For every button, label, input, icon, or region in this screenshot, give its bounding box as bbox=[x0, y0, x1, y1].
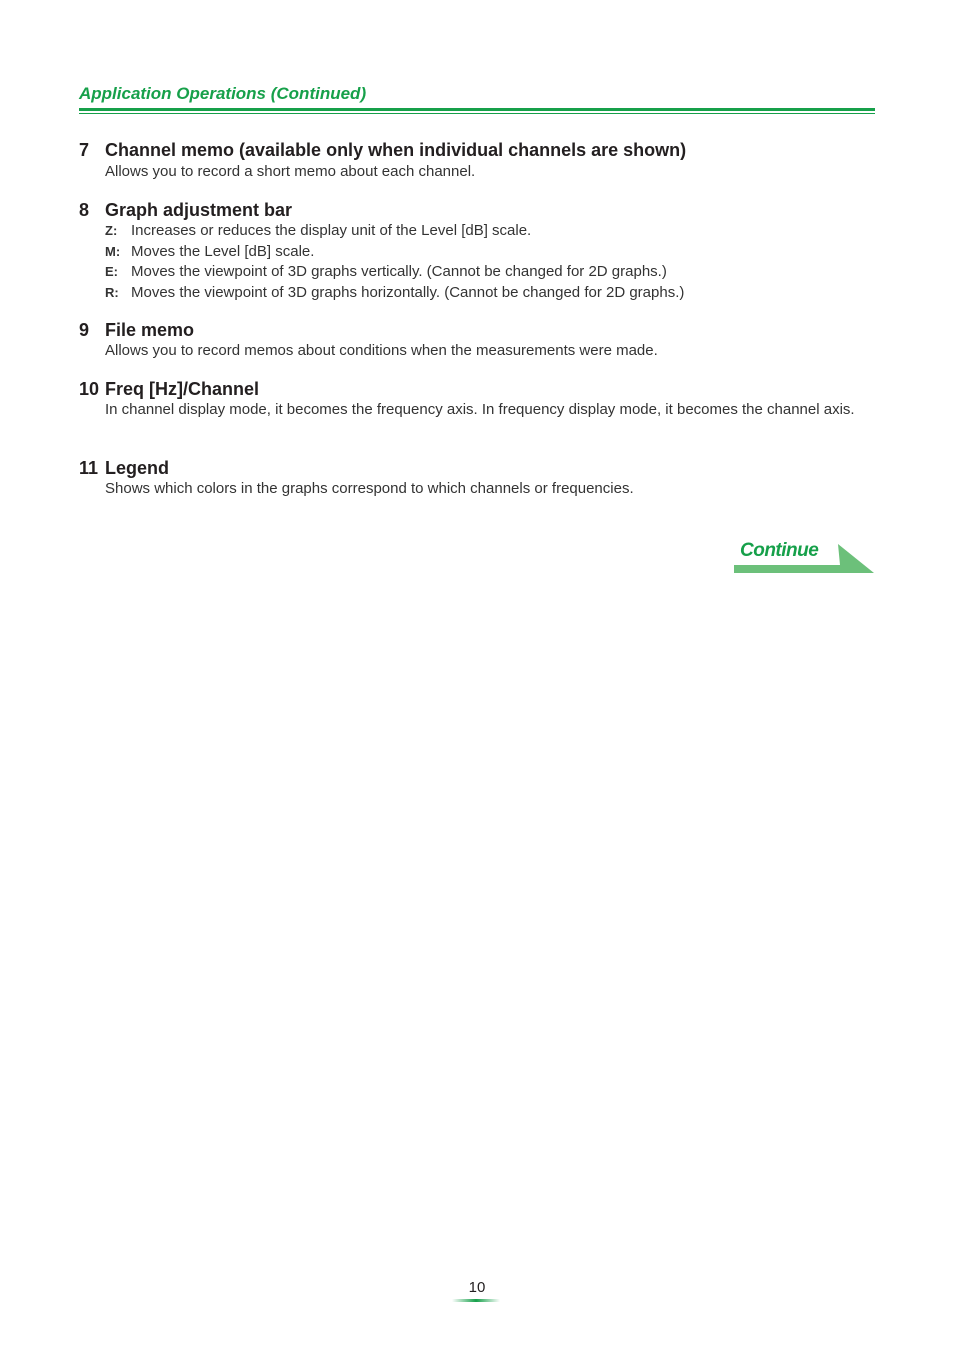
section-text: In channel display mode, it becomes the frequency axis. In frequency display mode, it becomes the channel axis. bbox=[105, 401, 855, 418]
section-heading bbox=[79, 139, 869, 161]
section-title: File memo bbox=[105, 320, 195, 340]
key-label: R: bbox=[105, 284, 119, 300]
key-label: E: bbox=[105, 264, 118, 279]
section-channel-memo bbox=[79, 139, 869, 183]
section-number: 9 bbox=[79, 320, 90, 340]
section-legend bbox=[79, 457, 869, 500]
section-title: Graph adjustment bar bbox=[105, 200, 293, 220]
section-heading bbox=[79, 199, 869, 221]
section-number: 11 bbox=[79, 458, 99, 478]
section-title: Freq [Hz]/Channel bbox=[105, 379, 260, 399]
key-description: Increases or reduces the display unit of the Level [dB] scale. bbox=[131, 222, 532, 239]
key-list bbox=[105, 221, 869, 303]
section-text: Allows you to record a short memo about each channel. bbox=[105, 163, 476, 180]
section-title: Legend bbox=[105, 458, 170, 478]
page-number: 10 bbox=[468, 1279, 486, 1296]
section-file-memo bbox=[79, 319, 869, 362]
key-description: Moves the viewpoint of 3D graphs horizontally. (Cannot be changed for 2D graphs.) bbox=[131, 283, 685, 301]
key-description: Moves the Level [dB] scale. bbox=[131, 242, 315, 260]
key-item-r bbox=[105, 283, 869, 304]
key-item-m bbox=[105, 242, 869, 263]
section-heading bbox=[79, 378, 869, 400]
section-text: Shows which colors in the graphs correspond to which channels or frequencies. bbox=[105, 480, 634, 497]
key-label: M: bbox=[105, 243, 121, 259]
section-heading bbox=[79, 319, 869, 341]
arrow-right-icon bbox=[734, 540, 876, 574]
section-freq-channel bbox=[79, 378, 869, 421]
section-graph-adjustment-bar bbox=[79, 199, 869, 303]
header-rule bbox=[79, 108, 875, 111]
section-number: 7 bbox=[79, 140, 90, 160]
key-item-z bbox=[105, 221, 869, 242]
section-number: 8 bbox=[79, 200, 90, 220]
section-heading bbox=[79, 457, 869, 479]
continue-label: Continue bbox=[740, 540, 819, 561]
section-title: Channel memo (available only when individual channels are shown) bbox=[105, 140, 687, 160]
section-number: 10 bbox=[79, 379, 100, 399]
section-text: Allows you to record memos about conditions when the measurements were made. bbox=[105, 342, 658, 359]
key-description: Moves the viewpoint of 3D graphs vertically. (Cannot be changed for 2D graphs.) bbox=[131, 263, 667, 280]
page-number-underline bbox=[452, 1299, 500, 1302]
key-item-e bbox=[105, 262, 869, 283]
page-header-title: Application Operations (Continued) bbox=[79, 84, 367, 103]
key-label: Z: bbox=[105, 223, 118, 238]
header-rule-thin bbox=[79, 113, 875, 114]
continue-marker bbox=[734, 540, 876, 574]
